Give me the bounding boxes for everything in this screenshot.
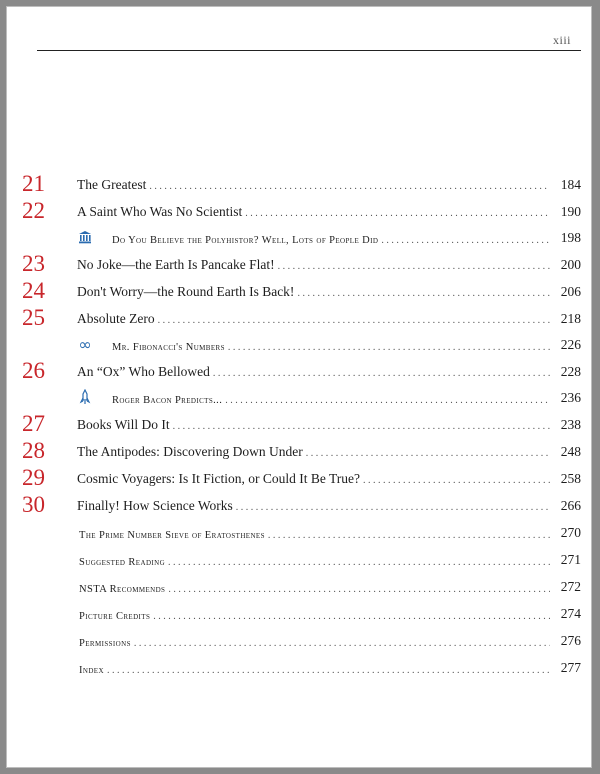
- page-number: 228: [560, 364, 581, 379]
- entry-title: Cosmic Voyagers: Is It Fiction, or Could It Be True?: [77, 471, 360, 486]
- toc-row: [7, 411, 593, 437]
- dot-leader: [134, 638, 550, 649]
- toc-entry: [79, 557, 553, 568]
- entry-title: An “Ox” Who Bellowed: [77, 364, 210, 379]
- toc-row: [7, 251, 593, 277]
- page-number: 277: [560, 660, 581, 675]
- dot-leader: [268, 530, 550, 541]
- page-number: 190: [560, 204, 581, 219]
- dot-leader: [158, 315, 550, 326]
- dot-leader: [245, 208, 550, 219]
- dot-leader: [306, 448, 550, 459]
- dot-leader: [149, 181, 550, 192]
- toc-row: [7, 198, 593, 224]
- dot-leader: [173, 421, 550, 432]
- book-page: [6, 6, 592, 768]
- entry-title: Suggested Reading: [79, 557, 166, 568]
- toc-entry: [112, 342, 553, 353]
- page-number: 276: [560, 633, 581, 648]
- dot-leader: [153, 611, 550, 622]
- page-number: 200: [560, 257, 581, 272]
- toc-entry: [77, 177, 553, 193]
- dot-leader: [225, 395, 550, 406]
- toc-row: [7, 384, 593, 410]
- page-number: 198: [560, 230, 581, 245]
- toc-entry: [112, 395, 553, 406]
- toc-row: [7, 492, 593, 518]
- toc-row: [7, 600, 593, 626]
- dot-leader: [168, 584, 550, 595]
- page-number: 274: [560, 606, 581, 621]
- entry-title: Roger Bacon Predicts...: [112, 395, 223, 406]
- temple-icon: [77, 229, 93, 245]
- toc-entry: [79, 665, 553, 676]
- page-number: 266: [560, 498, 581, 513]
- entry-title: Books Will Do It: [77, 417, 170, 432]
- chapter-number: 27: [22, 411, 45, 436]
- page-number: 271: [560, 552, 581, 567]
- toc-row: [7, 171, 593, 197]
- dot-leader: [236, 502, 550, 513]
- dot-leader: [107, 665, 550, 676]
- entry-title: The Antipodes: Discovering Down Under: [77, 444, 303, 459]
- toc-entry: [77, 444, 553, 460]
- entry-title: Don't Worry—the Round Earth Is Back!: [77, 284, 295, 299]
- entry-title: Picture Credits: [79, 611, 151, 622]
- entry-title: The Greatest: [77, 177, 147, 192]
- page-number: 258: [560, 471, 581, 486]
- toc-entry: [79, 611, 553, 622]
- toc-row: [7, 627, 593, 653]
- page-number: 184: [560, 177, 581, 192]
- toc-row: [7, 331, 593, 357]
- chapter-number: 26: [22, 358, 45, 383]
- dot-leader: [381, 235, 550, 246]
- entry-title: The Prime Number Sieve of Eratosthenes: [79, 530, 265, 541]
- dot-leader: [297, 288, 550, 299]
- entry-title: Do You Believe the Polyhistor? Well, Lots of People Did: [112, 235, 379, 246]
- entry-title: No Joke—the Earth Is Pancake Flat!: [77, 257, 275, 272]
- toc-row: [7, 546, 593, 572]
- page-number: 226: [560, 337, 581, 352]
- toc-row: [7, 278, 593, 304]
- entry-title: NSTA Recommends: [79, 584, 166, 595]
- chapter-number: 22: [22, 198, 45, 223]
- dot-leader: [278, 261, 550, 272]
- toc-entry: [77, 257, 553, 273]
- dot-leader: [213, 368, 550, 379]
- toc-row: [7, 438, 593, 464]
- toc-row: [7, 654, 593, 680]
- toc-entry: [112, 235, 553, 246]
- chapter-number: 21: [22, 171, 45, 196]
- page-number: 270: [560, 525, 581, 540]
- toc-row: [7, 358, 593, 384]
- page-number: 272: [560, 579, 581, 594]
- page-folio: xiii: [552, 33, 571, 47]
- toc-entry: [77, 284, 553, 300]
- chapter-number: 25: [22, 305, 45, 330]
- page-number: 248: [560, 444, 581, 459]
- toc-entry: [79, 530, 553, 541]
- dot-leader: [228, 342, 550, 353]
- chapter-number: 30: [22, 492, 45, 517]
- header-rule: [37, 50, 581, 51]
- chapter-number: 23: [22, 251, 45, 276]
- dot-leader: [363, 475, 550, 486]
- toc-entry: [77, 311, 553, 327]
- toc-entry: [77, 364, 553, 380]
- entry-title: A Saint Who Was No Scientist: [77, 204, 243, 219]
- toc-row: [7, 305, 593, 331]
- rocket-icon: [77, 389, 93, 405]
- toc-row: [7, 465, 593, 491]
- page-number: 218: [560, 311, 581, 326]
- chapter-number: 28: [22, 438, 45, 463]
- entry-title: Index: [79, 665, 104, 676]
- page-number: 238: [560, 417, 581, 432]
- toc-entry: [79, 638, 553, 649]
- infinity-icon: ∞: [78, 334, 92, 354]
- toc-entry: [77, 417, 553, 433]
- toc-entry: [77, 498, 553, 514]
- entry-title: Permissions: [79, 638, 131, 649]
- chapter-number: 24: [22, 278, 45, 303]
- toc-entry: [77, 204, 553, 220]
- entry-title: Mr. Fibonacci's Numbers: [112, 342, 225, 353]
- toc-entry: [77, 471, 553, 487]
- toc-row: [7, 519, 593, 545]
- toc-entry: [79, 584, 553, 595]
- entry-title: Absolute Zero: [77, 311, 155, 326]
- page-number: 206: [560, 284, 581, 299]
- page-number: 236: [560, 390, 581, 405]
- entry-title: Finally! How Science Works: [77, 498, 233, 513]
- toc-row: [7, 573, 593, 599]
- dot-leader: [168, 557, 550, 568]
- chapter-number: 29: [22, 465, 45, 490]
- toc-row: [7, 224, 593, 250]
